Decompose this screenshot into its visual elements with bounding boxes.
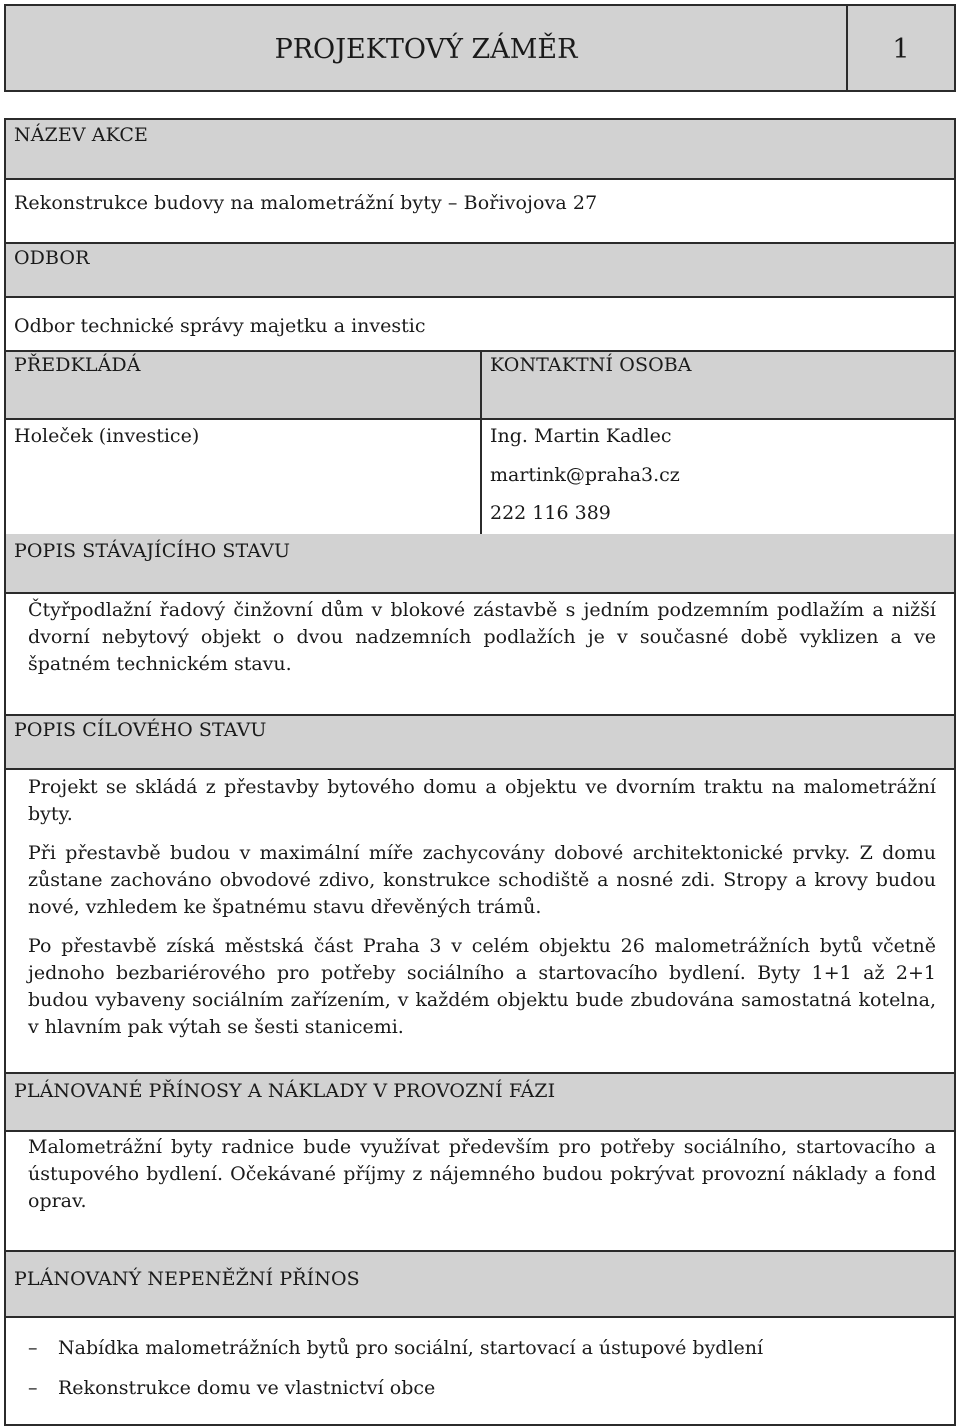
section-header-cilovy	[4, 714, 956, 770]
label-cilovy: POPIS CÍLOVÉHO STAVU	[14, 719, 267, 741]
page-number: 1	[892, 34, 910, 65]
paragraph-cilovy-3: Po přestavbě získá městská část Praha 3 v celém objektu 26 malometrážních bytů včetně jednoho bezbariérového pro potřeby sociálního a startovacího bydlení. Byty 1+1 až 2+1 budou vybaveny sociálním zařízením, v každém objektu bude zbudována samostatná kotelna, v hlavním pak výtah se šesti stanicemi.	[28, 935, 936, 1038]
document-title: PROJEKTOVÝ ZÁMĚR	[274, 34, 578, 65]
text-box-stavajici	[4, 592, 956, 716]
contact-phone: 222 116 389	[490, 502, 611, 524]
list-item	[28, 1328, 936, 1368]
value-predklada: Holeček (investice)	[14, 425, 200, 447]
value-nazev-akce: Rekonstrukce budovy na malometrážní byty – Bořivojova 27	[14, 192, 598, 214]
page-number-box	[846, 4, 956, 92]
section-header-predklada	[4, 350, 482, 420]
section-header-prinosy	[4, 1072, 956, 1132]
list-box-nepenezni	[4, 1316, 956, 1426]
benefit-list	[28, 1328, 936, 1408]
label-prinosy: PLÁNOVANÉ PŘÍNOSY A NÁKLADY V PROVOZNÍ FÁZI	[14, 1080, 556, 1102]
text-box-prinosy	[4, 1130, 956, 1252]
label-nazev-akce: NÁZEV AKCE	[14, 124, 148, 146]
contact-name: Ing. Martin Kadlec	[490, 425, 672, 447]
paragraph-cilovy-1: Projekt se skládá z přestavby bytového domu a objektu ve dvorním traktu na malometrážní byty.	[28, 776, 936, 825]
contact-email: martink@praha3.cz	[490, 464, 680, 486]
value-odbor: Odbor technické správy majetku a investic	[14, 315, 426, 337]
label-predklada: PŘEDKLÁDÁ	[14, 354, 141, 376]
bullet-dash: –	[28, 1337, 38, 1359]
value-box-kontakt	[480, 418, 956, 538]
label-kontakt: KONTAKTNÍ OSOBA	[490, 354, 692, 376]
text-prinosy: Malometrážní byty radnice bude využívat především pro potřeby sociálního, startovacího a ústupového bydlení. Očekávané příjmy z nájemného budou pokrývat provozní náklady a fond oprav.	[28, 1136, 936, 1212]
section-header-stavajici	[4, 534, 956, 594]
text-stavajici: Čtyřpodlažní řadový činžovní dům v blokové zástavbě s jedním podzemním podlažím a nižší dvorní nebytový objekt o dvou nadzemních podlažích je v současné době vyklizen a ve špatném technickém stavu.	[28, 599, 936, 675]
title-bar	[4, 4, 848, 92]
section-header-kontakt	[480, 350, 956, 420]
text-box-cilovy	[4, 768, 956, 1074]
list-item-text: Nabídka malometrážních bytů pro sociální, startovací a ústupové bydlení	[58, 1337, 764, 1359]
value-row-nazev-akce	[4, 178, 956, 244]
value-box-predklada	[4, 418, 482, 536]
bullet-dash: –	[28, 1377, 38, 1399]
section-header-odbor	[4, 242, 956, 298]
list-item-text: Rekonstrukce domu ve vlastnictví obce	[58, 1377, 436, 1399]
value-row-odbor	[4, 296, 956, 352]
label-stavajici: POPIS STÁVAJÍCÍHO STAVU	[14, 540, 291, 562]
section-header-nepenezni	[4, 1250, 956, 1318]
paragraph-cilovy-2: Při přestavbě budou v maximální míře zachycovány dobové architektonické prvky. Z domu zůstane zachováno obvodové zdivo, konstrukce schodiště a nosné zdi. Stropy a krovy budou nové, vzhledem ke špatnému stavu dřevěných trámů.	[28, 842, 936, 918]
list-item	[28, 1368, 936, 1408]
text-cilovy	[28, 774, 936, 1041]
label-nepenezni: PLÁNOVANÝ NEPENĚŽNÍ PŘÍNOS	[14, 1268, 360, 1290]
section-header-nazev-akce	[4, 118, 956, 180]
label-odbor: ODBOR	[14, 247, 90, 269]
